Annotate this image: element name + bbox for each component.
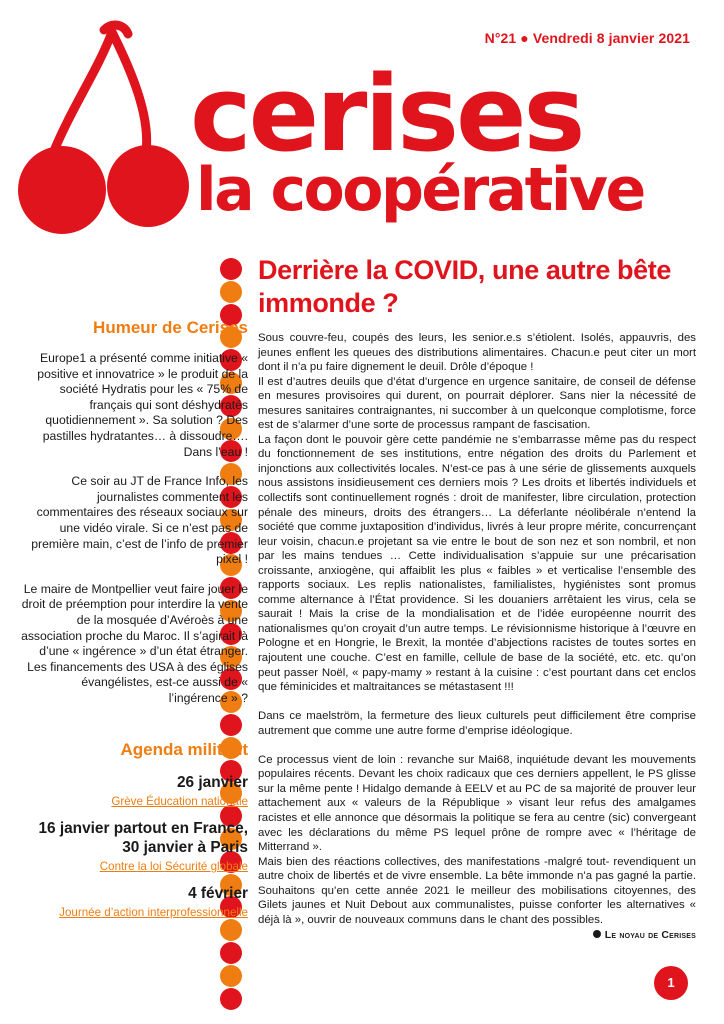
article-body — [258, 331, 696, 927]
agenda-event-link[interactable]: Grève Éducation nationale — [111, 795, 248, 808]
signature-text: Le noyau de Cerises — [604, 929, 696, 942]
decorative-dot — [220, 988, 242, 1010]
decorative-dot — [220, 258, 242, 280]
agenda-event-link[interactable]: Journée d’action interprofessionnelle — [59, 906, 248, 919]
article-paragraph: Il est d’autres deuils que d’état d’urgence en urgence sanitaire, de conseil de défense en mesures provisoires qui durent, on pourrait déplorer. Sans nier la nécessité de mesures sanitaires contraignantes, ni succomber à un quelconque complotisme, force est de s’alarmer d’une sorte de processus rampant de fascisation. — [258, 375, 696, 432]
agenda-date: 4 février — [188, 885, 248, 902]
article-paragraph: Ce processus vient de loin : revanche sur Mai68, inquiétude devant les mouvements populaires récents. Devant les choix radicaux que ces derniers appellent, le PS glisse sur la même pente ! Hidalgo demande à EELV et au PC de sa majorité de prouver leur attachement aux « valeurs de la République » visant leur refus des amalgames racistes et elle annonce que désormais la politique se fera au centre (sic) convergeant avec les déclarations du même PS lequel prône de rompre avec « l’héritage de Mitterrand ». — [258, 753, 696, 854]
humeur-item: Ce soir au JT de France Info, les journalistes commentent les commentaires des réseaux sociaux sur une vidéo virale. Si ce n’est pas de première main, c’est de l’info de premier pixel ! — [31, 474, 248, 567]
page-number: 1 — [654, 966, 688, 1000]
sidebar — [20, 318, 248, 720]
decorative-dot — [220, 965, 242, 987]
humeur-item: Le maire de Montpellier veut faire jouer le droit de préemption pour interdire la vente de la mosquée d’Avéroès à une association proche du Maroc. Il s’agirait là d’une « ingérence » d’un état étranger. Les financements des USA à des églises évangélistes, est-ce aussi de « l’ingérence » ? — [21, 581, 248, 705]
main-article — [258, 254, 696, 941]
issue-line: N°21 ● Vendredi 8 janvier 2021 — [484, 30, 690, 46]
decorative-dot — [220, 942, 242, 964]
masthead-title: cerises — [190, 53, 583, 175]
decorative-dot — [220, 281, 242, 303]
agenda-section — [20, 740, 248, 930]
article-signature — [258, 929, 696, 941]
article-paragraph: Sous couvre-feu, coupés des leurs, les senior.e.s s’étiolent. Isolés, appauvris, des jeunes enflent les queues des distributions alimentaires. Chacun.e peut citer un mort dont il n’a pu faire dignement le deuil. Drôle d’époque ! — [258, 332, 696, 374]
agenda-date: 26 janvier — [176, 774, 248, 791]
masthead-subtitle: la coopérative — [196, 155, 644, 225]
humeur-item: Europe1 a présenté comme initiative « positive et innovatrice » le produit de la société Hydratis pour les « 75% de français qui sont déshydratés quotidiennement ». Sa solution ? Des pastilles hydratantes… à dissoudre…. Dans l’eau ! — [37, 351, 248, 459]
agenda-date: 16 janvier partout en France, 30 janvier à Paris — [38, 820, 248, 856]
article-title: Derrière la COVID, une autre bête immonde ? — [258, 255, 671, 318]
agenda-event-link[interactable]: Contre la loi Sécurité globale — [99, 860, 248, 873]
article-paragraph: Dans ce maelström, la fermeture des lieux culturels peut difficilement être comprise autrement que comme une autre forme d’emprise idéologique. — [258, 710, 696, 737]
humeur-heading: Humeur de Cerises — [93, 318, 248, 337]
agenda-heading: Agenda militant — [120, 740, 248, 759]
article-paragraph: Mais bien des réactions collectives, des manifestations -malgré tout- revendiquent un autre choix de libertés et de vivre ensemble. La bête immonde n’a pas gagné la partie. Souhaitons qu’en cette année 2021 le meilleur des mobilisations citoyennes, des Gilets jaunes et Nuit Debout aux communalistes, puisse conforter les alternatives « déjà là », ouvrir de nouveaux communs dans le chant des possibles. — [258, 855, 696, 926]
bullet-icon — [593, 930, 601, 938]
article-paragraph: La façon dont le pouvoir gère cette pandémie ne s’embarrasse même pas du respect du fonctionnement de ses institutions, entre négation des droits du Parlement et injonctions aux collectivités locales. N’est-ce pas à une série de glissements auxquels nous assistons insidieusement ces derniers mois ? Les droits et libertés individuels et collectifs sont continuellement rognés : droit de manifester, libre circulation, protection pénale des mineurs, droits des étrangers… La déferlante néolibérale n’entend la société que comme juxtaposition d’individus, livrés à leur propre mérite, concurrençant leur voisin, chacun.e projetant sa vie entre le bout de son nez et son nombril, et non par les mains tendues … Cette individualisation s’appuie sur une précarisation croissante, anxiogène, qui affaiblit les plus « faibles » et verticalise l’ensemble des rapports sociaux. Les replis nationalistes, familialistes, hygiénistes sont promus comme alternance à l’État providence. Si les douaniers arrêtaient les virus, cela se saurait ! Mais la crise de la mondialisation et de l’idée européenne nourrit des nationalismes qu’on croyait d’un autre temps. Le révisionnisme historique à l’œuvre en Pologne et en Hongrie, le Brexit, la montée d’abjections racistes de toutes sortes en rajoutent une couche. C’est en famille, cellule de base de la société, etc. etc. qu’on peut passer Noël, « papy-mamy » restant à la cuisine : c’est pourtant dans cet enclos que féminicides et maltraitances se métastasent !!! — [258, 433, 696, 694]
